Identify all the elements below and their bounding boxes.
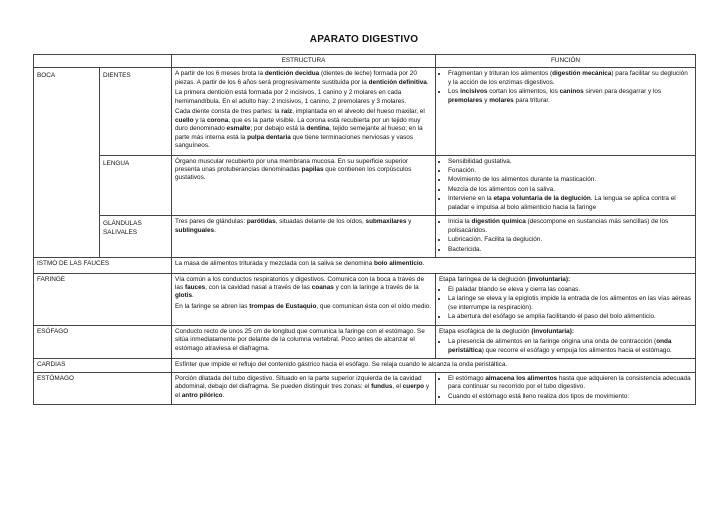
esofago-estructura	[172, 325, 436, 358]
organ-esofago: ESÓFAGO	[34, 325, 172, 358]
glandulas-e: Tres pares de glándulas: parótidas, situadas delante de los oídos, submaxilares y sublinguales.	[175, 218, 412, 234]
list-item: • Sensibilidad gustativa.	[448, 158, 692, 166]
bullet-list	[439, 218, 692, 254]
dientes-e3: Cada diente consta de tres partes: la raíz, implantada en el alveolo del hueso maxilar, el cuello y la corona, que es la parte visible. La corona está recubierta por un tejido muy duro denominado esmalte; por debajo está la dentina, tejido semejante al hueso; en la parte más interna está la pulpa dentaria que tiene terminaciones nerviosas y vasos sanguíneos.	[175, 108, 425, 150]
dientes-funcion	[436, 68, 696, 155]
row-istmo	[34, 258, 696, 273]
estomago-funcion	[436, 372, 696, 404]
bullet-list	[439, 70, 692, 105]
list-item: • Movimiento de los alimentos durante la masticación.	[448, 176, 692, 184]
faringe-funcion	[436, 273, 696, 325]
dientes-e2: La primera dentición está formada por 2 incisivos, 1 canino y 2 molares en cada hemimandíbula. En el adulto hay: 2 incisivos, 1 canino, 2 premolares y 3 molares.	[175, 89, 407, 105]
bullet-list	[439, 375, 692, 401]
list-item: • Fragmentan y trituran los alimentos (digestión mecánica) para facilitar su deglución y la acción de los enzimas digestivos.	[448, 70, 692, 87]
list-item: • La laringe se eleva y la epiglotis impide la entrada de los alimentos en las vías aéreas (se interrumpe la respiración).	[448, 295, 692, 312]
list-item: • Bactericida.	[448, 246, 692, 254]
header-funcion: FUNCIÓN	[436, 55, 696, 68]
bullet-list	[439, 158, 692, 213]
list-item: • La presencia de alimentos en la faringe origina una onda de contracción (onda peristáltica) que recorre el esófago y empuja los alimentos hacia el estómago.	[448, 338, 692, 355]
esofago-funcion	[436, 325, 696, 358]
esofago-e: Conducto recto de unos 25 cm de longitud que comunica la faringe con el estómago. Se sitúa inmediatamente por delante de la columna vertebral. Poco antes de alcanzar el estómago atraviesa el diafragma.	[175, 327, 425, 352]
bullet-list	[439, 338, 692, 355]
organ-cardias: CARDIAS	[34, 359, 172, 372]
header-empty	[34, 55, 172, 68]
sub-dientes: DIENTES	[100, 68, 172, 155]
sub-lengua: LENGUA	[100, 155, 172, 216]
lengua-estructura	[172, 155, 436, 216]
istmo-e: La masa de alimentos triturada y mezclada con la saliva se denomina bolo alimenticio.	[175, 260, 425, 268]
dientes-e1: A partir de los 6 meses brota la dentición decidua (dientes de leche) formada por 20 piezas. A partir de los 6 años será progresivamente sustituida por la dentición definitiva.	[175, 70, 429, 86]
list-item: • Los incisivos cortan los alimentos, los caninos sirven para desgarrar y los premolares y molares para triturar.	[448, 88, 692, 105]
bullet-list	[439, 286, 692, 322]
organ-estomago: ESTÓMAGO	[34, 372, 172, 404]
dientes-estructura	[172, 68, 436, 155]
list-item: • Interviene en la etapa voluntaria de la deglución. La lengua se aplica contra el paladar e impulsa al bolo alimenticio hacia la faringe	[448, 195, 692, 212]
organ-boca: BOCA	[34, 68, 100, 258]
faringe-estructura	[172, 273, 436, 325]
list-item: • El paladar blando se eleva y cierra las coanas.	[448, 286, 692, 294]
row-cardias	[34, 359, 696, 372]
estomago-estructura	[172, 372, 436, 404]
digestive-system-table	[33, 54, 696, 405]
sub-glandulas: GLÁNDULAS SALIVALES	[100, 216, 172, 258]
lengua-funcion	[436, 155, 696, 216]
row-dientes	[34, 68, 696, 155]
list-item: • Mezcla de los alimentos con la saliva.	[448, 186, 692, 194]
page-title: APARATO DIGESTIVO	[309, 34, 419, 45]
list-item: • La abertura del esófago se amplía facilitando el paso del bolo alimenticio.	[448, 313, 692, 321]
glandulas-estructura	[172, 216, 436, 258]
list-item: • Cuando el estómago está lleno realiza dos tipos de movimiento:	[448, 393, 692, 401]
row-esofago	[34, 325, 696, 358]
lengua-e: Órgano muscular recubierto por una membrana mucosa. En su superficie superior presenta unas protuberancias denominadas papilas que contienen los corpúsculos gustativos.	[175, 157, 412, 182]
cardias-desc: Esfínter que impide el reflujo del contenido gástrico hacia el esófago. Se relaja cuando le alcanza la onda peristáltica.	[172, 359, 696, 372]
esofago-etapa: Etapa esofágica de la deglución (involuntaria):	[439, 327, 574, 335]
list-item: • Fonación.	[448, 167, 692, 175]
estomago-e: Porción dilatada del tubo digestivo. Situado en la parte superior izquierda de la cavidad abdominal, debajo del diafragma. Se pueden distinguir tres zonas: el fundus, el cuerpo y el antro pilórico.	[175, 374, 430, 399]
organ-istmo: ISTMO DE LAS FAUCES	[34, 258, 172, 273]
row-lengua	[34, 155, 696, 216]
list-item: • El estómago almacena los alimentos hasta que adquieren la consistencia adecuada para continuar su recorrido por el tubo digestivo.	[448, 375, 692, 392]
header-row	[34, 55, 696, 68]
faringe-e2: En la faringe se abren las trompas de Eustaquio, que comunican ésta con el oído medio.	[175, 302, 432, 310]
faringe-e1: Vía común a los conductos respiratorios y digestivos. Comunica con la boca a través de las fauces, con la cavidad nasal a través de las coanas y con la laringe a través de la glotis.	[175, 275, 425, 300]
row-faringe	[34, 273, 696, 325]
list-item: • Lubricación. Facilita la deglución.	[448, 236, 692, 244]
row-estomago	[34, 372, 696, 404]
faringe-etapa: Etapa faríngea de la deglución (involuntaria):	[439, 275, 571, 283]
glandulas-funcion	[436, 216, 696, 258]
header-estructura: ESTRUCTURA	[172, 55, 436, 68]
row-glandulas	[34, 216, 696, 258]
list-item: • Inicia la digestión química (descompone en sustancias más sencillas) de los polisacáridos.	[448, 218, 692, 235]
organ-faringe: FARINGE	[34, 273, 172, 325]
istmo-desc	[172, 258, 696, 273]
